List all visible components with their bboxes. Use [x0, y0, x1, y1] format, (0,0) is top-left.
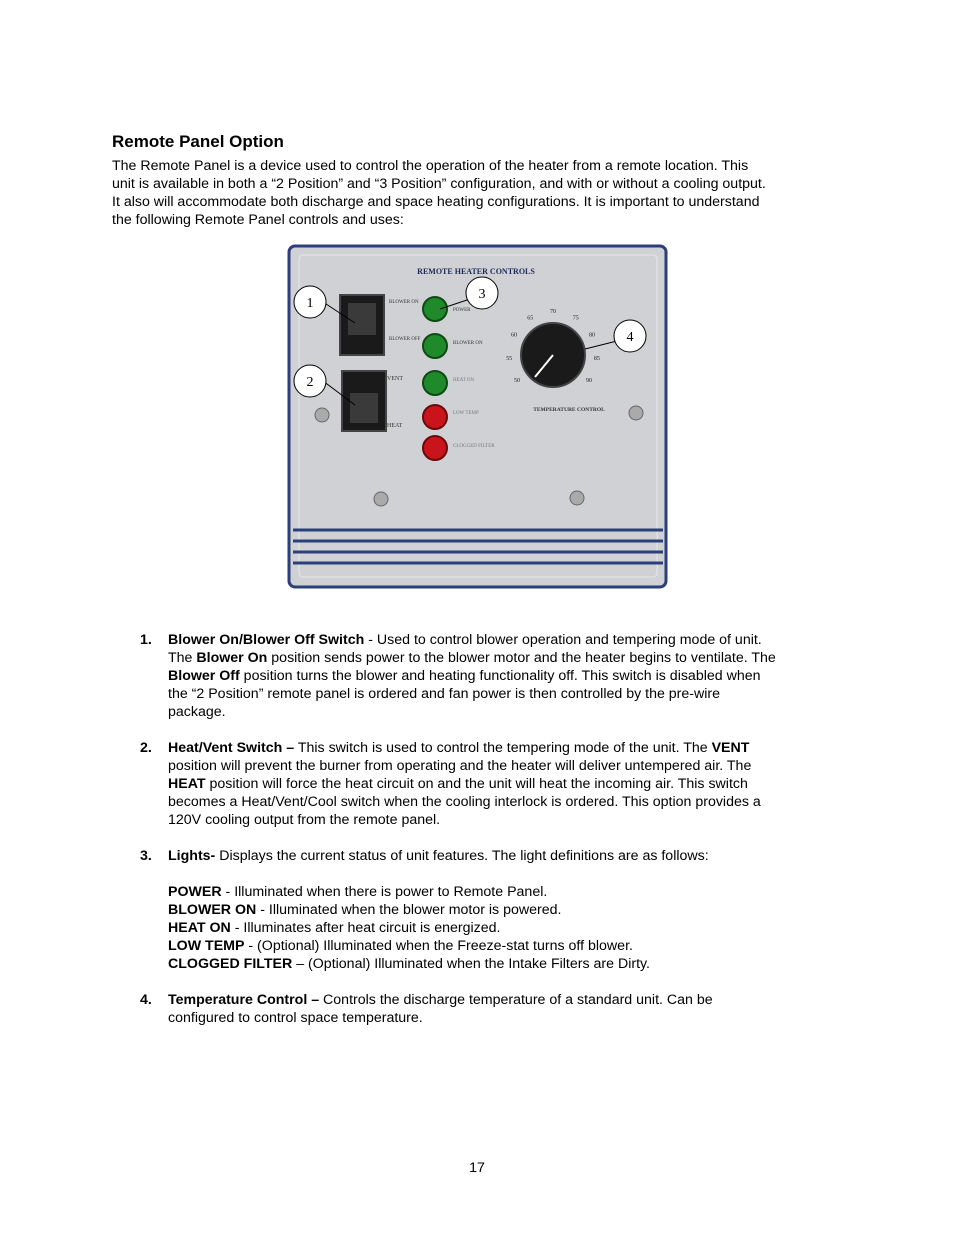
- controls-list: [140, 631, 850, 1045]
- callout-2: 2: [306, 375, 314, 390]
- light-label-blower-on: BLOWER ON: [453, 341, 483, 346]
- text-line: Temperature Control – Controls the discharge temperature of a standard unit. Can be: [168, 992, 713, 1008]
- text-line: Heat/Vent Switch – This switch is used to control the tempering mode of the unit. The VENT: [168, 740, 750, 756]
- item-number: 4.: [140, 992, 152, 1008]
- dial-tick-label: 80: [589, 332, 595, 339]
- light-label-low-temp: LOW TEMP: [453, 411, 479, 416]
- text-line: CLOGGED FILTER – (Optional) Illuminated when the Intake Filters are Dirty.: [168, 956, 650, 972]
- text-line: package.: [168, 704, 226, 720]
- text-line: 120V cooling output from the remote panel.: [168, 812, 441, 828]
- callout-1: 1: [306, 296, 314, 311]
- item-number: 2.: [140, 740, 152, 756]
- text-line: the “2 Position” remote panel is ordered and fan power is then controlled by the pre-wire: [168, 686, 721, 702]
- list-item: [140, 847, 850, 973]
- blower-on-light: [423, 334, 447, 358]
- screw: [629, 406, 643, 420]
- text-line: LOW TEMP - (Optional) Illuminated when the Freeze-stat turns off blower.: [168, 938, 633, 954]
- text-line: The Blower On position sends power to the blower motor and the heater begins to ventilate. The: [168, 650, 776, 666]
- dial-tick-label: 70: [550, 309, 556, 315]
- text-line: becomes a Heat/Vent/Cool switch when the cooling interlock is ordered. This option provides a: [168, 794, 761, 810]
- power-light: [423, 297, 447, 321]
- intro-line: It also will accommodate both discharge and space heating configurations. It is important to understand: [112, 194, 760, 210]
- clogged-filter-light: [423, 436, 447, 460]
- text-line: position will prevent the burner from operating and the heater will deliver untempered air. The: [168, 758, 752, 774]
- dial-tick-label: 50: [514, 378, 520, 385]
- text-line: POWER - Illuminated when there is power to Remote Panel.: [168, 884, 548, 900]
- screw: [570, 491, 584, 505]
- intro-line: unit is available in both a “2 Position” and “3 Position” configuration, and with or without a cooling output.: [112, 176, 766, 192]
- list-item: [140, 739, 850, 829]
- switch2-top-label: VENT: [387, 376, 403, 382]
- screw: [374, 492, 388, 506]
- switch1-top-label: BLOWER ON: [389, 300, 419, 305]
- switch2-bottom-label: HEAT: [387, 423, 403, 429]
- list-item: [140, 991, 850, 1027]
- dial-tick-label: 60: [511, 332, 517, 339]
- text-line: configured to control space temperature.: [168, 1010, 423, 1026]
- light-label-heat-on: HEAT ON: [453, 378, 475, 383]
- screw: [315, 408, 329, 422]
- section-heading: Remote Panel Option: [112, 132, 284, 151]
- dial-tick-label: 85: [593, 355, 600, 362]
- dial-tick-label: 65: [527, 315, 534, 322]
- intro-line: the following Remote Panel controls and uses:: [112, 212, 404, 228]
- remote-panel-figure: [285, 237, 675, 594]
- text-line: HEAT position will force the heat circuit on and the unit will heat the incoming air. This switch: [168, 776, 748, 792]
- switch1-bottom-label: BLOWER OFF: [389, 337, 421, 342]
- dial-label: TEMPERATURE CONTROL: [533, 407, 605, 413]
- callout-3: 3: [478, 287, 486, 302]
- page-number: 17: [469, 1160, 485, 1176]
- text-line: Blower Off position turns the blower and heating functionality off. This switch is disabled when: [168, 668, 761, 684]
- text-line: Blower On/Blower Off Switch - Used to control blower operation and tempering mode of unit.: [168, 632, 762, 648]
- dial-tick-label: 75: [572, 315, 579, 322]
- text-line: BLOWER ON - Illuminated when the blower motor is powered.: [168, 902, 562, 918]
- callout-4: 4: [626, 330, 634, 345]
- light-label-power: POWER: [453, 308, 471, 313]
- dial-tick-label: 55: [506, 355, 513, 362]
- light-label-clogged-filter: CLOGGED FILTER: [453, 444, 495, 449]
- text-line: Lights- Displays the current status of unit features. The light definitions are as follows:: [168, 848, 709, 864]
- panel-title: REMOTE HEATER CONTROLS: [417, 267, 535, 276]
- intro-paragraph: [112, 157, 842, 229]
- light-definitions: [168, 883, 850, 973]
- text-line: HEAT ON - Illuminates after heat circuit is energized.: [168, 920, 501, 936]
- dial-tick-label: 90: [586, 378, 592, 385]
- heat-on-light: [423, 371, 447, 395]
- intro-line: The Remote Panel is a device used to control the operation of the heater from a remote location. This: [112, 158, 749, 174]
- item-number: 1.: [140, 632, 152, 648]
- low-temp-light: [423, 405, 447, 429]
- list-item: [140, 631, 850, 721]
- item-number: 3.: [140, 848, 152, 864]
